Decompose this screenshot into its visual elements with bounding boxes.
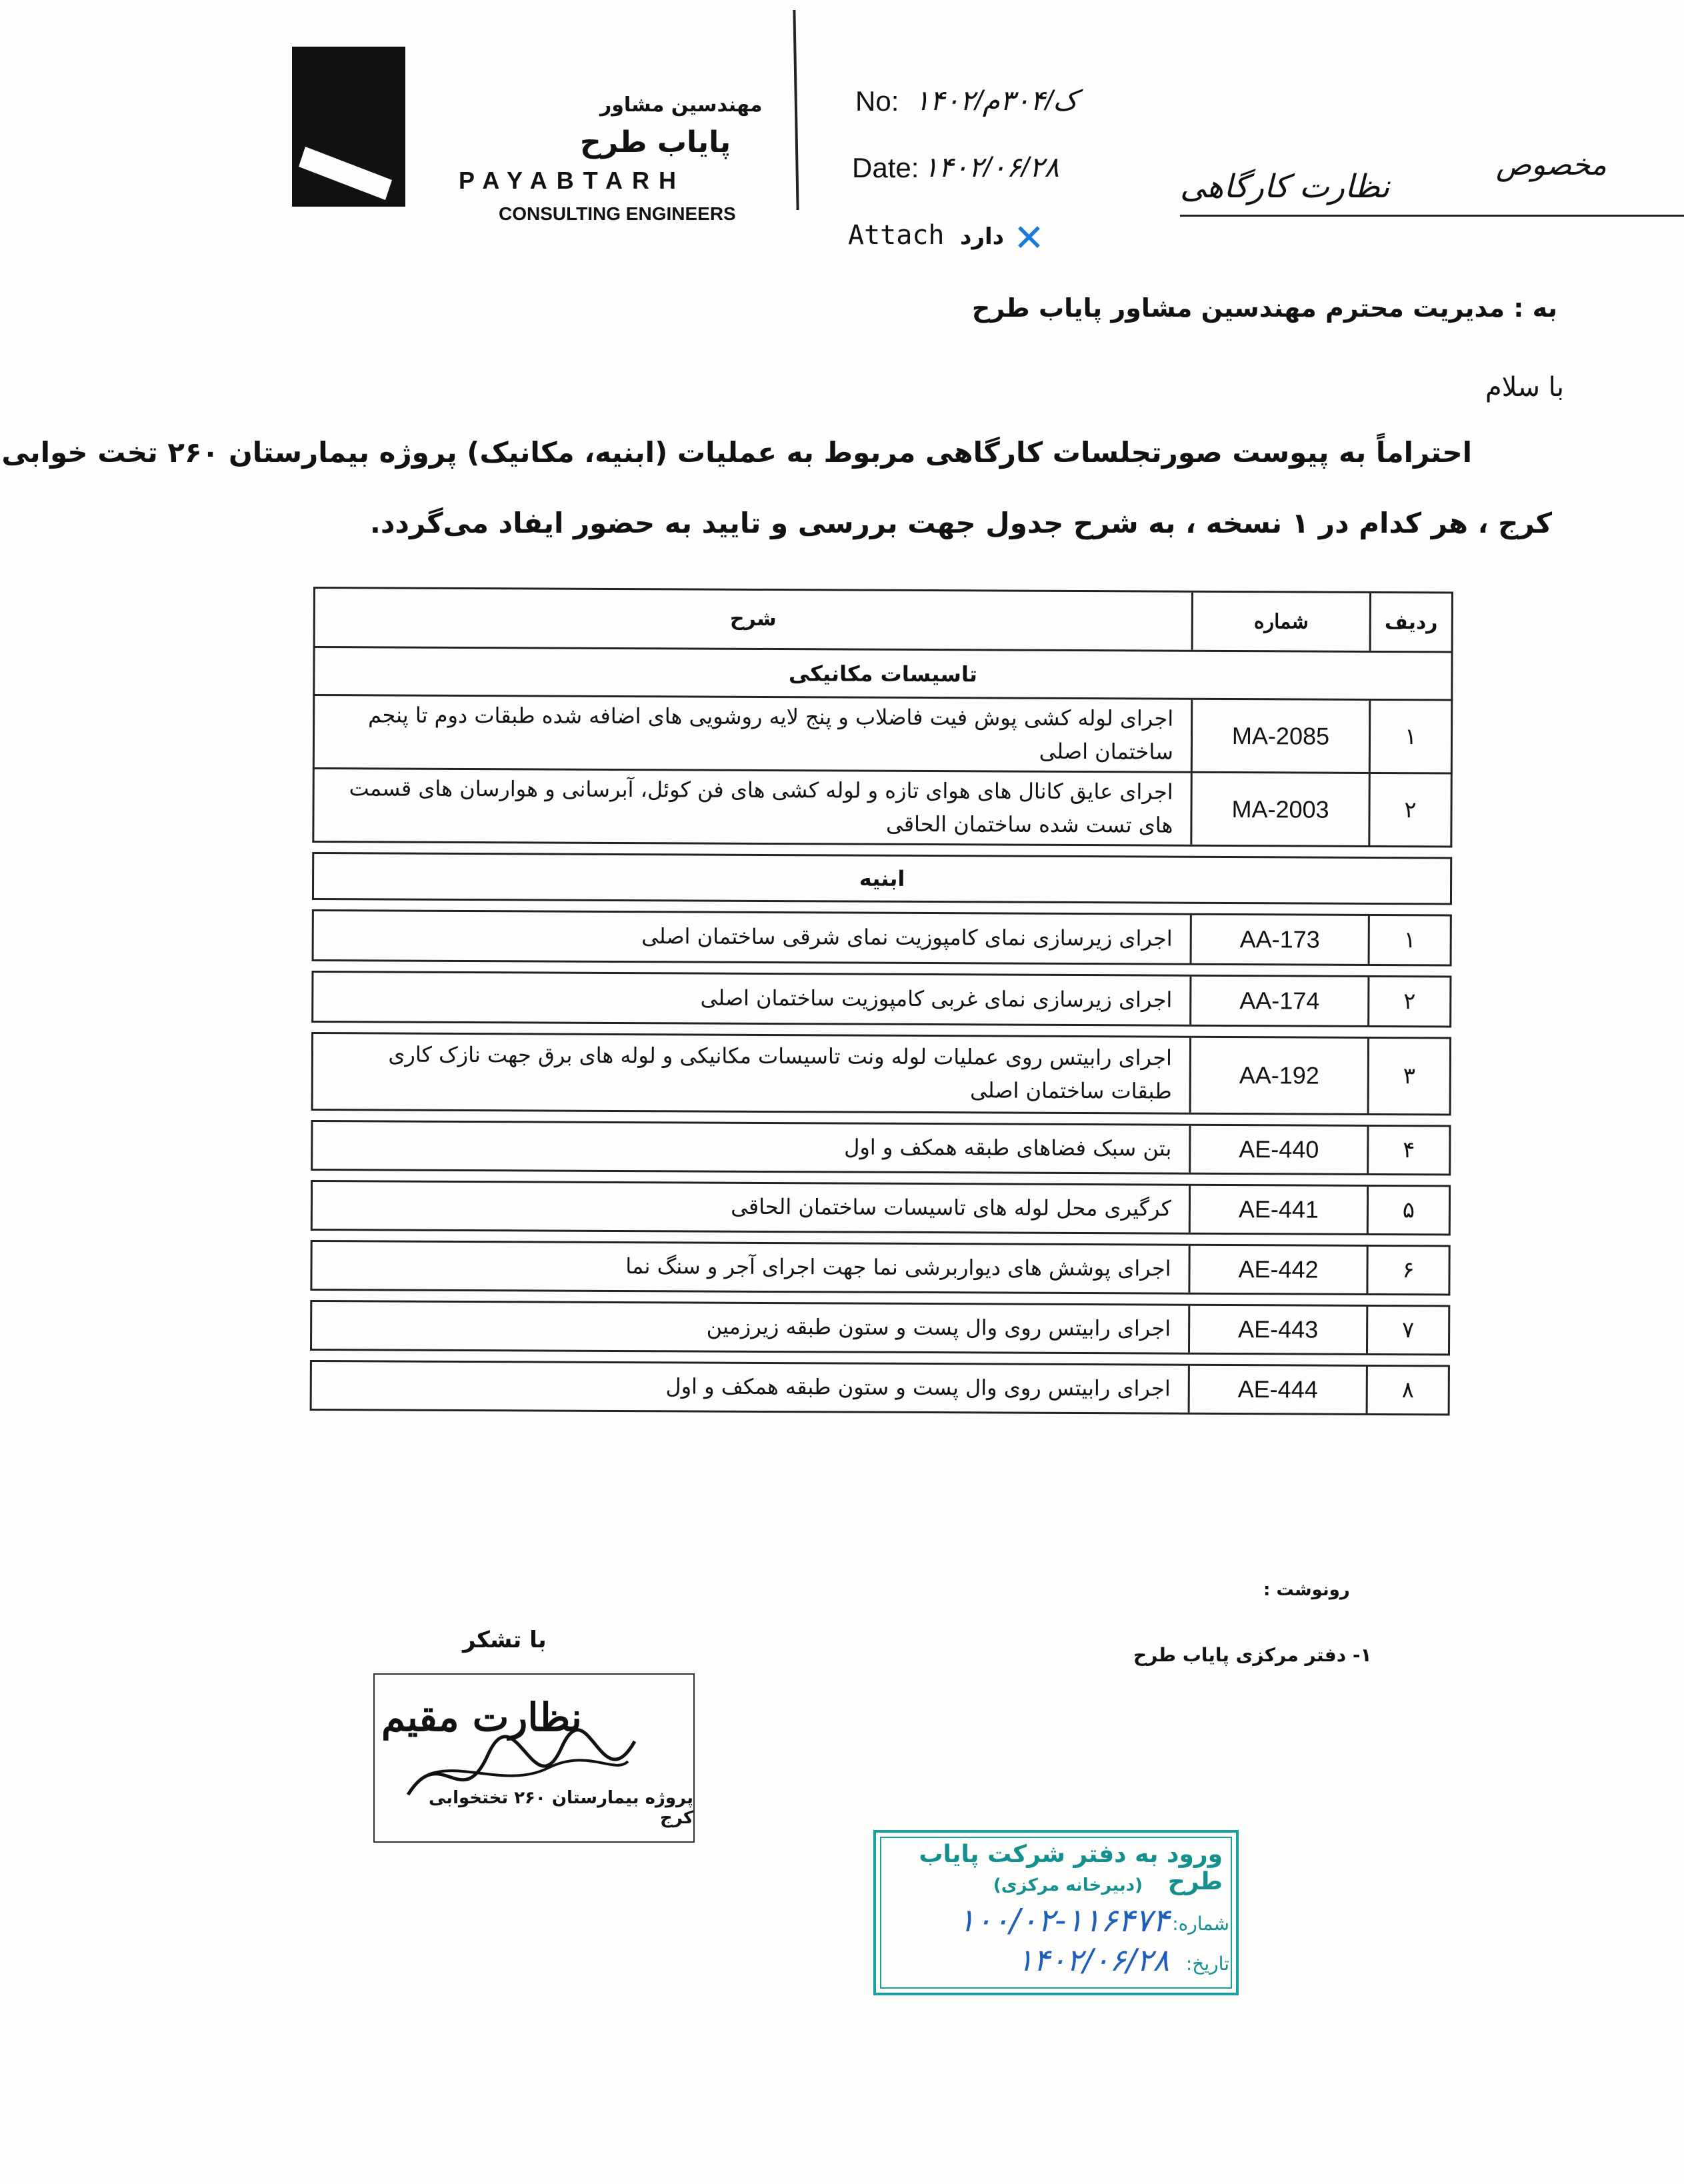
attach-check-icon: ✕ [1013, 217, 1045, 260]
number-label: No: [855, 85, 899, 117]
body-line-2: کرج ، هر کدام در ۱ نسخه ، به شرح جدول جهت بررسی و تایید به حضور ایفاد می‌گردد. [369, 507, 1552, 539]
logo-title-fa: پایاب طرح [580, 125, 731, 159]
row-index: ۶ [1402, 1257, 1415, 1284]
number-value: ۱۴۰۲/ک/۳۰۴م [915, 85, 1078, 116]
table-header-row [313, 587, 1453, 653]
attach-label: Attach [848, 220, 945, 251]
logo-subtitle-fa: مهندسین مشاور [600, 93, 763, 117]
header-index: ردیف [1384, 610, 1438, 634]
recipient-line: به : مدیریت محترم مهندسین مشاور پایاب طرح [971, 293, 1557, 323]
section-row-mechanical [313, 648, 1453, 701]
cc-item: ۱- دفتر مرکزی پایاب طرح [1133, 1644, 1372, 1666]
stamp-title: نظارت مقیم [381, 1695, 582, 1740]
row-number: AA-174 [1189, 977, 1369, 1025]
table-row [310, 1300, 1450, 1355]
stamp-date-label: تاریخ: [1185, 1953, 1229, 1975]
row-desc: اجرای زیرسازی نمای کامپوزیت نمای شرقی ساختمان اصلی [641, 923, 1173, 951]
row-number: AE-441 [1189, 1186, 1369, 1233]
stamp-project: پروژه بیمارستان ۲۶۰ تختخوابی کرج [429, 1788, 693, 1828]
special-for-label: مخصوص [1495, 148, 1607, 182]
row-number: AA-173 [1190, 915, 1370, 964]
date-value: ۱۴۰۲/۰۶/۲۸ [923, 151, 1059, 183]
row-desc: بتن سبک فضاهای طبقه همکف و اول [844, 1134, 1172, 1161]
table-row [312, 909, 1452, 966]
row-index: ۲ [1403, 988, 1416, 1015]
row-desc: کرگیری محل لوله های تاسیسات ساختمان الحاقی [731, 1193, 1172, 1221]
row-number: MA-2085 [1191, 700, 1371, 772]
special-for-underline [1180, 215, 1684, 217]
row-desc: اجرای رابیتس روی عملیات لوله ونت تاسیسات مکانیکی و لوله های برق جهت نازک کاری طبقات ساختمان اصلی [388, 1041, 1173, 1104]
header-desc: شرح [729, 607, 777, 631]
row-desc: اجرای پوشش های دیواربرشی نما جهت اجرای آجر و سنگ نما [625, 1253, 1171, 1281]
stamp-number-value: ۱۰۰/۰۲-۱۱۶۴۷۴ [957, 1902, 1169, 1939]
row-index: ۱ [1403, 927, 1416, 954]
supervisor-stamp [373, 1673, 695, 1843]
row-index: ۳ [1403, 1063, 1416, 1090]
table-row [313, 696, 1453, 774]
payabtarh-logo-mark [292, 47, 405, 207]
row-index: ۷ [1401, 1317, 1415, 1344]
table-row [310, 1240, 1450, 1295]
row-index: ۲ [1404, 796, 1417, 823]
row-desc: اجرای زیرسازی نمای غربی کامپوزیت ساختمان اصلی [700, 985, 1173, 1013]
section-row-civil [312, 852, 1452, 905]
secretariat-entry-stamp [873, 1830, 1239, 1995]
header-number: شماره [1191, 593, 1371, 651]
stamp-number-label: شماره: [1172, 1913, 1229, 1935]
row-number: AA-192 [1189, 1038, 1369, 1113]
row-desc: اجرای لوله کشی پوش فیت فاضلاب و پنج لایه روشویی های اضافه شده طبقات دوم تا پنجم ساختمان اصلی [368, 702, 1174, 765]
date-label: Date: [852, 152, 919, 183]
row-index: ۴ [1403, 1137, 1415, 1164]
row-desc: اجرای رابیتس روی وال پست و ستون طبقه زیرزمین [706, 1313, 1171, 1341]
logo-subtitle-en: CONSULTING ENGINEERS [499, 203, 736, 224]
table-row [311, 1120, 1451, 1175]
row-index: ۸ [1401, 1377, 1414, 1404]
table-row [311, 971, 1451, 1027]
table-row [311, 1180, 1451, 1235]
row-desc: اجرای رابیتس روی وال پست و ستون طبقه همکف و اول [665, 1373, 1171, 1401]
header-divider [793, 10, 799, 210]
row-index: ۱ [1404, 723, 1417, 750]
greeting: با سلام [1485, 372, 1564, 403]
attach-has-label: دارد [960, 223, 1005, 250]
cc-label: رونوشت : [1263, 1580, 1350, 1600]
stamp-date-value: ۱۴۰۲/۰۶/۲۸ [1017, 1942, 1169, 1978]
row-index: ۵ [1402, 1197, 1415, 1224]
row-number: AE-440 [1189, 1126, 1369, 1173]
stamp-subtitle: (دبیرخانه مرکزی) [993, 1875, 1143, 1895]
row-number: AE-444 [1188, 1366, 1368, 1413]
table-row [312, 769, 1452, 847]
minutes-table [310, 587, 1453, 1425]
row-desc: اجرای عایق کانال های هوای تازه و لوله کشی های فن کوئل، آبرسانی و هوارسان های قسمت های تست شده ساختمان الحاقی [349, 775, 1173, 838]
table-row [310, 1360, 1450, 1415]
section-title: تاسیسات مکانیکی [788, 660, 977, 687]
row-number: AE-443 [1188, 1306, 1368, 1353]
table-row [311, 1032, 1451, 1115]
logo-title-en: PAYABTARH [459, 167, 686, 194]
row-number: MA-2003 [1190, 773, 1370, 845]
special-for-value: نظارت کارگاهی [1180, 168, 1390, 205]
body-line-1: احتراماً به پیوست صورتجلسات کارگاهی مربوط به عملیات (ابنیه، مکانیک) پروژه بیمارستان ۲۶۰ تخت خوابی [1, 436, 1472, 469]
row-number: AE-442 [1188, 1246, 1368, 1293]
section-title: ابنیه [859, 865, 905, 891]
stamp-title: ورود به دفتر شرکت پایاب طرح [919, 1841, 1223, 1895]
closing-thanks: با تشکر [463, 1627, 547, 1653]
